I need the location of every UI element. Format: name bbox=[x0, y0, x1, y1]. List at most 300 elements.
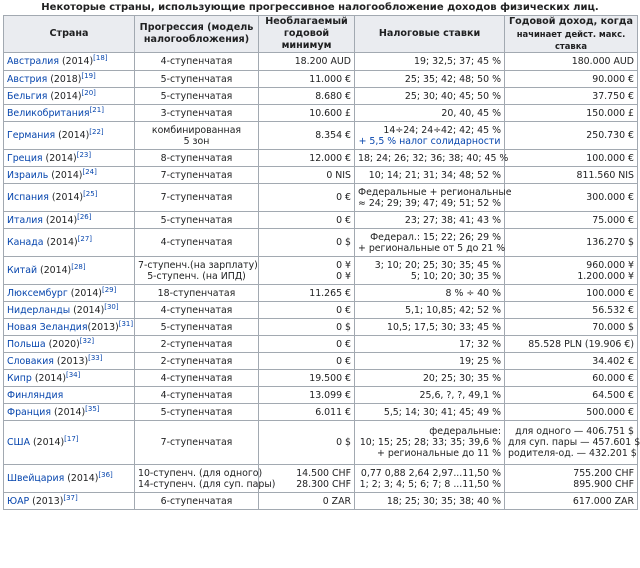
minimum-cell bbox=[259, 493, 355, 510]
progression-cell-line: 4-ступенчатая bbox=[160, 56, 233, 67]
country-cell bbox=[4, 71, 135, 88]
country-year: (2014) bbox=[47, 90, 82, 102]
income-cell-line: 617.000 ZAR bbox=[572, 495, 634, 507]
progression-cell-line: 5-ступенчатая bbox=[160, 406, 233, 418]
country-link[interactable]: Канада bbox=[7, 237, 44, 248]
reference-link[interactable]: [35] bbox=[85, 404, 100, 413]
country-year: (2014) bbox=[42, 214, 78, 226]
table-row bbox=[4, 421, 638, 465]
income-cell bbox=[505, 150, 638, 167]
income-cell bbox=[505, 387, 638, 404]
country-link[interactable]: Нидерланды bbox=[7, 304, 71, 316]
rates-cell-line: 19; 25 % bbox=[459, 355, 501, 367]
minimum-cell-line: 0 ¥ bbox=[336, 270, 351, 282]
rates-cell-line: 20; 25; 30; 35 % bbox=[422, 372, 501, 384]
minimum-cell bbox=[259, 229, 355, 257]
income-cell-line: 300.000 € bbox=[586, 192, 634, 203]
progression-cell bbox=[135, 122, 259, 150]
country-cell bbox=[4, 285, 135, 302]
income-cell-line: 60.000 € bbox=[592, 372, 634, 384]
progression-cell bbox=[135, 493, 259, 510]
minimum-cell bbox=[259, 421, 355, 465]
country-year: (2013) bbox=[29, 495, 64, 507]
progression-cell bbox=[135, 71, 259, 88]
minimum-cell bbox=[259, 404, 355, 421]
progression-cell bbox=[135, 387, 259, 404]
rates-cell-line: 0,77 0,88 2,64 2,97...11,50 % bbox=[360, 467, 501, 479]
income-cell bbox=[505, 319, 638, 336]
country-link[interactable]: Новая Зеландия bbox=[7, 321, 88, 333]
income-cell bbox=[505, 370, 638, 387]
rates-cell-line: Федерал.: 15; 22; 26; 29 % bbox=[370, 231, 501, 243]
country-year: (2014) bbox=[42, 152, 77, 164]
progression-cell-line: комбинированная bbox=[151, 124, 242, 136]
country-link[interactable]: Бельгия bbox=[7, 90, 48, 102]
progression-cell-line: 18-ступенчатая bbox=[157, 287, 236, 299]
income-cell bbox=[505, 421, 638, 465]
reference-link[interactable]: [32] bbox=[79, 336, 95, 345]
progression-cell-line: 4-ступенчатая bbox=[160, 389, 233, 401]
income-cell-line: для одного — 406.751 $ bbox=[515, 426, 634, 437]
country-cell bbox=[4, 404, 135, 421]
minimum-cell-line: 0 NIS bbox=[326, 169, 351, 181]
progression-cell-line: 7-ступенчатая bbox=[160, 437, 233, 448]
reference-link[interactable]: [18] bbox=[93, 53, 108, 62]
income-cell-line: 37.750 € bbox=[592, 90, 634, 102]
income-cell-line: 500.000 € bbox=[586, 406, 634, 418]
country-link[interactable]: ЮАР bbox=[7, 495, 30, 507]
minimum-cell-line: 0 € bbox=[336, 192, 351, 203]
income-cell-line: 180.000 AUD bbox=[571, 56, 634, 67]
progression-cell-line: 8-ступенчатая bbox=[160, 152, 233, 164]
rates-cell-line: 25; 30; 40; 45; 50 % bbox=[404, 90, 501, 102]
table-row bbox=[4, 184, 638, 212]
income-cell bbox=[505, 122, 638, 150]
minimum-cell-line: 14.500 CHF bbox=[296, 467, 351, 479]
progression-cell bbox=[135, 302, 259, 319]
country-year: (2018) bbox=[47, 73, 82, 85]
progression-cell-line: 4-ступенчатая bbox=[160, 237, 233, 248]
income-cell-line: 85.528 PLN (19.906 €) bbox=[528, 338, 634, 350]
reference-link[interactable]: [26] bbox=[77, 212, 92, 221]
progression-cell-line: 4-ступенчатая bbox=[160, 304, 233, 316]
rates-cell-line: 14÷24; 24÷42; 42; 45 % bbox=[383, 124, 501, 136]
table-row bbox=[4, 122, 638, 150]
rates-cell-line: ≈ 24; 29; 39; 47; 49; 51; 52 % bbox=[358, 197, 502, 209]
rates-cell-line: 10; 14; 21; 31; 34; 48; 52 % bbox=[368, 169, 501, 181]
country-year: (2014) bbox=[31, 372, 66, 384]
rates-cell-line: 10; 15; 25; 28; 33; 35; 39,6 % bbox=[359, 437, 501, 448]
income-cell-line: 75.000 € bbox=[592, 214, 634, 226]
country-link[interactable]: Израиль bbox=[7, 169, 49, 181]
income-cell bbox=[505, 493, 638, 510]
rates-cell bbox=[355, 370, 505, 387]
minimum-cell-line: 18.200 AUD bbox=[294, 56, 351, 67]
minimum-cell-line: 0 € bbox=[336, 338, 351, 350]
minimum-cell bbox=[259, 370, 355, 387]
reference-link[interactable]: [30] bbox=[104, 302, 119, 311]
rates-cell-line: 20, 40, 45 % bbox=[441, 107, 501, 119]
income-cell-line: 1.200.000 ¥ bbox=[577, 270, 634, 282]
income-cell bbox=[505, 285, 638, 302]
header-rates[interactable]: Налоговые ставки bbox=[355, 16, 505, 53]
country-link[interactable]: Великобритания bbox=[7, 107, 90, 119]
income-cell bbox=[505, 404, 638, 421]
country-cell bbox=[4, 53, 135, 71]
progression-cell-line: 5-ступенчатая bbox=[160, 73, 233, 85]
progression-cell bbox=[135, 319, 259, 336]
minimum-cell-line: 0 € bbox=[336, 355, 351, 367]
country-cell bbox=[4, 167, 135, 184]
progression-cell bbox=[135, 167, 259, 184]
country-cell bbox=[4, 336, 135, 353]
progression-cell bbox=[135, 336, 259, 353]
rates-cell bbox=[355, 122, 505, 150]
progression-cell bbox=[135, 421, 259, 465]
country-link[interactable]: Швейцария bbox=[7, 473, 65, 484]
country-cell bbox=[4, 302, 135, 319]
country-year: (2014) bbox=[37, 265, 72, 276]
rates-cell-line: + региональные до 11 % bbox=[377, 448, 501, 459]
rates-cell bbox=[355, 184, 512, 212]
country-link[interactable]: Кипр bbox=[7, 372, 32, 384]
country-link[interactable]: Франция bbox=[7, 406, 52, 418]
income-cell bbox=[505, 465, 638, 493]
minimum-cell-line: 11.000 € bbox=[309, 73, 351, 85]
header-income-label: Годовой доход, когда bbox=[509, 16, 633, 27]
table-row bbox=[4, 285, 638, 302]
country-year: (2014) bbox=[58, 56, 94, 67]
rates-cell-line: 25; 35; 42; 48; 50 % bbox=[404, 73, 501, 85]
header-minimum[interactable]: Необлагаемый годовой минимум bbox=[259, 16, 355, 53]
income-cell-line: 150.000 £ bbox=[586, 107, 634, 119]
table-row bbox=[4, 257, 638, 285]
country-year: (2014) bbox=[48, 192, 84, 203]
progression-cell bbox=[135, 150, 259, 167]
income-cell-line: 34.402 € bbox=[592, 355, 634, 367]
solidarity-tax-text[interactable]: + 5,5 % налог солидарности bbox=[358, 135, 501, 147]
income-cell-line: 811.560 NIS bbox=[576, 169, 634, 181]
minimum-cell-line: 0 € bbox=[336, 304, 351, 316]
minimum-cell bbox=[259, 88, 355, 105]
country-cell bbox=[4, 493, 135, 510]
minimum-cell-line: 19.500 € bbox=[309, 372, 351, 384]
country-link[interactable]: США bbox=[7, 437, 30, 448]
progression-cell bbox=[135, 105, 259, 122]
header-income-sub: начинает дейст. макс. ставка bbox=[516, 29, 626, 51]
minimum-cell bbox=[259, 353, 355, 370]
country-link[interactable]: Греция bbox=[7, 152, 43, 164]
income-cell-line: 56.532 € bbox=[592, 304, 634, 316]
progression-cell bbox=[135, 212, 259, 229]
country-link[interactable]: Германия bbox=[7, 130, 56, 141]
country-cell bbox=[4, 353, 135, 370]
reference-link[interactable]: [22] bbox=[89, 127, 104, 136]
country-year: (2014) bbox=[29, 437, 65, 448]
rates-cell bbox=[355, 285, 505, 302]
country-year: (2014) bbox=[51, 406, 86, 418]
rates-cell-line: 19; 32,5; 37; 45 % bbox=[414, 56, 501, 67]
income-cell-line: родителя-од. — 432.201 $ bbox=[508, 448, 637, 459]
table-row bbox=[4, 336, 638, 353]
progression-cell-line: 5-ступенч. (на ИПД) bbox=[147, 270, 246, 282]
country-year: (2014) bbox=[64, 473, 99, 484]
minimum-cell bbox=[259, 336, 355, 353]
minimum-cell-line: 0 ZAR bbox=[322, 495, 351, 507]
country-link[interactable]: Испания bbox=[7, 192, 49, 203]
country-year: (2014) bbox=[67, 287, 102, 299]
reference-link[interactable]: [21] bbox=[89, 105, 104, 114]
income-cell bbox=[505, 212, 638, 229]
minimum-cell-line: 8.354 € bbox=[315, 130, 351, 141]
country-year: (2013) bbox=[53, 355, 89, 367]
reference-link[interactable]: [29] bbox=[101, 285, 117, 294]
table-row bbox=[4, 302, 638, 319]
income-cell bbox=[505, 167, 638, 184]
reference-link[interactable]: [34] bbox=[66, 370, 81, 379]
country-cell bbox=[4, 387, 135, 404]
country-year: (2014) bbox=[43, 237, 78, 248]
country-cell bbox=[4, 370, 135, 387]
header-row bbox=[4, 16, 638, 53]
minimum-cell-line: 0 € bbox=[336, 214, 351, 226]
reference-link[interactable]: [27] bbox=[77, 234, 93, 243]
minimum-cell bbox=[259, 150, 355, 167]
minimum-cell-line: 0 ¥ bbox=[336, 259, 351, 271]
reference-link[interactable]: [25] bbox=[83, 189, 98, 198]
rates-cell-line: 1; 2; 3; 4; 5; 6; 7; 8 ...11,50 % bbox=[359, 478, 501, 490]
income-cell-line: 64.500 € bbox=[592, 389, 634, 401]
rates-cell-line: 5; 10; 20; 30; 35 % bbox=[410, 270, 501, 282]
rates-cell-line: Федеральные + региональные bbox=[358, 186, 512, 198]
progression-cell bbox=[135, 404, 259, 421]
table-row bbox=[4, 105, 638, 122]
minimum-cell-line: 13.099 € bbox=[309, 389, 351, 401]
progression-cell bbox=[135, 465, 276, 493]
reference-link[interactable]: [31] bbox=[118, 319, 134, 328]
minimum-cell-line: 8.680 € bbox=[315, 90, 351, 102]
minimum-cell bbox=[259, 302, 355, 319]
income-cell bbox=[505, 105, 638, 122]
minimum-cell-line: 11.265 € bbox=[309, 287, 351, 299]
country-link[interactable]: Италия bbox=[7, 214, 43, 226]
progression-cell-line: 10-ступенч. (для одного) bbox=[138, 467, 263, 479]
reference-link[interactable]: [23] bbox=[76, 150, 92, 159]
rates-cell-line: федеральные: bbox=[429, 426, 501, 437]
country-cell bbox=[4, 229, 135, 257]
progression-cell bbox=[135, 88, 259, 105]
country-link[interactable]: Австрия bbox=[7, 73, 48, 85]
minimum-cell-line: 6.011 € bbox=[315, 406, 351, 418]
progression-cell-line: 2-ступенчатая bbox=[160, 355, 233, 367]
minimum-cell bbox=[259, 319, 355, 336]
country-year: (2014) bbox=[55, 130, 90, 141]
table-row bbox=[4, 150, 638, 167]
country-cell bbox=[4, 150, 135, 167]
rates-cell bbox=[355, 257, 505, 285]
progression-cell-line: 3-ступенчатая bbox=[160, 107, 233, 119]
country-cell bbox=[4, 257, 135, 285]
progression-cell bbox=[135, 353, 259, 370]
income-cell-line: 100.000 € bbox=[586, 287, 634, 299]
income-cell bbox=[505, 336, 638, 353]
progression-cell-line: 7-ступенчатая bbox=[160, 169, 233, 181]
income-cell-line: 755.200 CHF bbox=[573, 467, 634, 479]
header-income[interactable] bbox=[505, 16, 638, 53]
country-cell bbox=[4, 212, 135, 229]
rates-cell-line: 18; 25; 30; 35; 38; 40 % bbox=[386, 495, 501, 507]
rates-cell bbox=[355, 353, 505, 370]
minimum-cell bbox=[259, 212, 355, 229]
income-cell bbox=[505, 353, 638, 370]
reference-link[interactable]: [19] bbox=[81, 71, 96, 80]
minimum-cell bbox=[259, 105, 355, 122]
income-cell bbox=[505, 71, 638, 88]
progression-cell bbox=[135, 53, 259, 71]
country-link[interactable]: Австралия bbox=[7, 56, 59, 67]
progression-cell bbox=[135, 285, 259, 302]
income-cell bbox=[505, 53, 638, 71]
rates-cell-line: 23; 27; 38; 41; 43 % bbox=[404, 214, 501, 226]
rates-cell bbox=[355, 53, 505, 71]
minimum-cell-line: 12.000 € bbox=[309, 152, 351, 164]
reference-link[interactable]: [17] bbox=[64, 434, 79, 443]
rates-cell-line: 8 % ÷ 40 % bbox=[445, 287, 501, 299]
progression-cell-line: 5-ступенчатая bbox=[160, 321, 233, 333]
header-progression[interactable]: Прогрессия (модель налогообложения) bbox=[135, 16, 259, 53]
progression-cell bbox=[135, 229, 259, 257]
country-year: (2020) bbox=[45, 338, 80, 350]
rates-cell-line: 5,1; 10,85; 42; 52 % bbox=[405, 304, 501, 316]
reference-link[interactable]: [28] bbox=[71, 262, 86, 271]
progression-cell-line: 4-ступенчатая bbox=[160, 372, 233, 384]
income-cell-line: 90.000 € bbox=[592, 73, 634, 85]
rates-cell bbox=[355, 336, 505, 353]
minimum-cell bbox=[259, 167, 355, 184]
country-year: (2014) bbox=[48, 169, 83, 181]
minimum-cell bbox=[259, 71, 355, 88]
country-cell bbox=[4, 88, 135, 105]
country-cell bbox=[4, 421, 135, 465]
table-body bbox=[4, 53, 638, 510]
rates-cell-line: 17; 32 % bbox=[459, 338, 501, 350]
table-row bbox=[4, 167, 638, 184]
minimum-cell bbox=[259, 122, 355, 150]
table-row bbox=[4, 370, 638, 387]
progression-cell-line: 14-ступенч. (для суп. пары) bbox=[138, 478, 276, 490]
rates-cell-line: + региональные от 5 до 21 % bbox=[358, 242, 506, 254]
rates-cell bbox=[355, 212, 505, 229]
progression-cell bbox=[135, 257, 259, 285]
rates-cell bbox=[355, 150, 509, 167]
progression-cell-line: 2-ступенчатая bbox=[160, 338, 233, 350]
table-row bbox=[4, 212, 638, 229]
table-row bbox=[4, 493, 638, 510]
country-cell bbox=[4, 122, 135, 150]
progression-cell bbox=[135, 184, 259, 212]
solidarity-tax-link[interactable] bbox=[358, 136, 501, 147]
reference-link[interactable]: [37] bbox=[63, 493, 78, 502]
table-row bbox=[4, 88, 638, 105]
minimum-cell bbox=[259, 285, 355, 302]
table-row bbox=[4, 353, 638, 370]
country-year: (2014) bbox=[70, 304, 105, 316]
income-cell-line: 250.730 € bbox=[586, 130, 634, 141]
rates-cell bbox=[355, 105, 505, 122]
minimum-cell-line: 0 $ bbox=[336, 237, 351, 248]
minimum-cell-line: 10.600 £ bbox=[309, 107, 351, 119]
country-link[interactable]: Словакия bbox=[7, 355, 54, 367]
rates-cell bbox=[355, 302, 505, 319]
income-cell bbox=[505, 88, 638, 105]
minimum-cell bbox=[259, 53, 355, 71]
progression-cell-line: 7-ступенч.(на зарплату) bbox=[138, 259, 258, 271]
reference-link[interactable]: [36] bbox=[98, 470, 113, 479]
income-cell-line: 960.000 ¥ bbox=[586, 259, 634, 271]
minimum-cell-line: 0 $ bbox=[336, 321, 351, 333]
rates-cell bbox=[355, 167, 505, 184]
rates-cell bbox=[355, 229, 505, 257]
rates-cell bbox=[355, 421, 505, 465]
progression-cell-line: 6-ступенчатая bbox=[160, 495, 233, 507]
minimum-cell bbox=[259, 184, 355, 212]
rates-cell-line: 25,6, ?, ?, 49,1 % bbox=[419, 389, 501, 401]
rates-cell-line: 10,5; 17,5; 30; 33; 45 % bbox=[387, 321, 501, 333]
progression-cell-line: 5-ступенчатая bbox=[160, 214, 233, 226]
minimum-cell bbox=[259, 387, 355, 404]
rates-cell bbox=[355, 71, 505, 88]
rates-cell bbox=[355, 88, 505, 105]
income-cell bbox=[505, 229, 638, 257]
income-cell bbox=[505, 257, 638, 285]
country-cell bbox=[4, 319, 135, 336]
income-cell bbox=[505, 302, 638, 319]
rates-cell bbox=[355, 404, 505, 421]
minimum-cell-line: 0 $ bbox=[336, 437, 351, 448]
income-cell-line: 136.270 $ bbox=[586, 237, 634, 248]
country-link[interactable]: Китай bbox=[7, 265, 38, 276]
rates-cell bbox=[355, 387, 505, 404]
country-link[interactable]: Люксембург bbox=[7, 287, 68, 299]
income-cell-line: для суп. пары — 457.601 $ bbox=[508, 437, 640, 448]
rates-cell-line: 18; 24; 26; 32; 36; 38; 40; 45 % bbox=[358, 152, 509, 164]
reference-link[interactable]: [20] bbox=[81, 88, 96, 97]
header-country[interactable]: Страна bbox=[4, 16, 135, 53]
rates-cell-line: 3; 10; 20; 25; 30; 35; 45 % bbox=[374, 259, 501, 271]
minimum-cell-line: 28.300 CHF bbox=[296, 478, 351, 490]
country-cell bbox=[4, 105, 135, 122]
income-cell-line: 895.900 CHF bbox=[573, 478, 634, 490]
country-link[interactable]: Финляндия bbox=[7, 389, 64, 401]
income-cell bbox=[505, 184, 638, 212]
tax-table bbox=[3, 15, 638, 510]
country-cell bbox=[4, 465, 135, 493]
minimum-cell bbox=[259, 257, 355, 285]
country-cell bbox=[4, 184, 135, 212]
reference-link[interactable]: [24] bbox=[82, 167, 97, 176]
table-row bbox=[4, 229, 638, 257]
rates-cell-line: 5,5; 14; 30; 41; 45; 49 % bbox=[383, 406, 501, 418]
rates-cell bbox=[355, 493, 505, 510]
table-row bbox=[4, 53, 638, 71]
income-cell-line: 100.000 € bbox=[586, 152, 634, 164]
table-row bbox=[4, 319, 638, 336]
reference-link[interactable]: [33] bbox=[88, 353, 103, 362]
table-row bbox=[4, 71, 638, 88]
rates-cell bbox=[355, 465, 505, 493]
progression-cell-line: 5-ступенчатая bbox=[160, 90, 233, 102]
country-link[interactable]: Польша bbox=[7, 338, 46, 350]
